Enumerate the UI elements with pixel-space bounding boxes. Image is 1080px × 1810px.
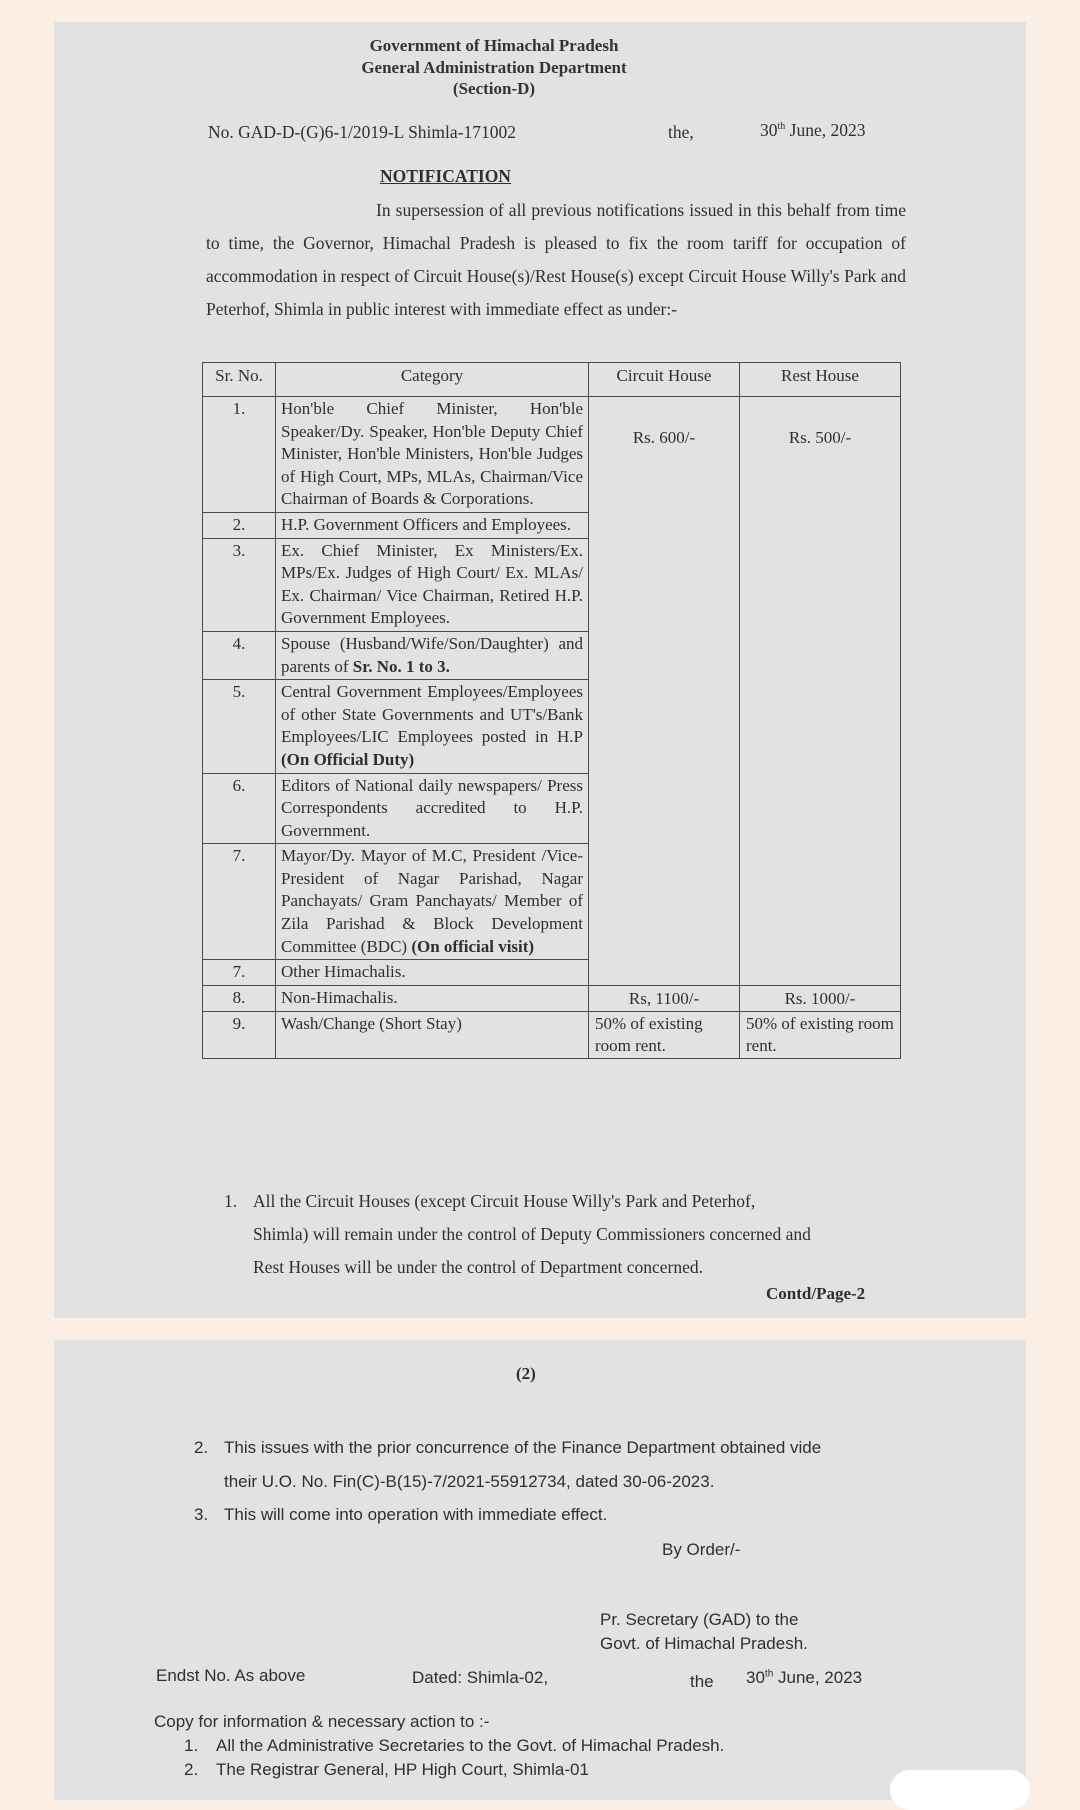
copy-item-1-text: All the Administrative Secretaries to the Govt. of Himachal Pradesh.: [216, 1736, 725, 1755]
header-section: (Section-D): [452, 79, 536, 98]
sr-no: 5.: [203, 680, 276, 773]
signatory-line-2: Govt. of Himachal Pradesh.: [600, 1634, 808, 1653]
sr-no: 7.: [203, 844, 276, 960]
by-order: By Order/-: [662, 1540, 741, 1559]
point-2-line-2: their U.O. No. Fin(C)-B(15)-7/2021-55912734, dated 30-06-2023.: [224, 1472, 715, 1491]
reference-number: No. GAD-D-(G)6-1/2019-L Shimla-171002: [208, 122, 516, 142]
point-2-number: 2.: [194, 1438, 209, 1457]
document-page-1: [54, 22, 1026, 1318]
point-1-line-2: Shimla) will remain under the control of Deputy Commissioners concerned and: [253, 1224, 811, 1244]
category: Wash/Change (Short Stay): [276, 1012, 589, 1059]
category: Non-Himachalis.: [276, 985, 589, 1012]
notification-paragraph: In supersession of all previous notifications issued in this behalf from time to time, the Governor, Himachal Pradesh is pleased to fix the room tariff for occupation of accommodation in respect of Circuit House(s)/Rest House(s) except Circuit House Willy's Park and Peterhof, Shimla in public interest with immediate effect as under:-: [206, 200, 907, 319]
tariff-table: [202, 362, 901, 1059]
point-1-line-3: Rest Houses will be under the control of Department concerned.: [253, 1257, 704, 1277]
table-header-row: [203, 363, 901, 397]
point-2-line-1: This issues with the prior concurrence of the Finance Department obtained vide: [224, 1438, 822, 1457]
category: Central Government Employees/Employees of other State Governments and UT's/Bank Employees/LIC Employees posted in H.P (On Official Duty): [276, 680, 589, 773]
rest-house-rate: 50% of existing room rent.: [740, 1012, 901, 1059]
signatory-line-1: Pr. Secretary (GAD) to the: [600, 1610, 799, 1629]
reference-date: 30th June, 2023: [760, 120, 866, 140]
sr-no: 8.: [203, 985, 276, 1012]
copy-item-2-text: The Registrar General, HP High Court, Shimla-01: [216, 1760, 589, 1779]
point-3-text: This will come into operation with immediate effect.: [224, 1505, 608, 1524]
endorsement-dated: Dated: Shimla-02,: [412, 1668, 549, 1687]
document-page-2: [54, 1340, 1026, 1800]
copy-item-2-number: 2.: [184, 1760, 199, 1779]
header-government: Government of Himachal Pradesh: [369, 36, 619, 55]
sr-no: 4.: [203, 631, 276, 679]
rest-house-rate: Rs. 1000/-: [740, 985, 901, 1012]
sr-no: 1.: [203, 397, 276, 513]
notification-title: NOTIFICATION: [380, 166, 511, 186]
copy-item-1-number: 1.: [184, 1736, 199, 1755]
sr-no: 7.: [203, 960, 276, 986]
category: H.P. Government Officers and Employees.: [276, 512, 589, 538]
header-department: General Administration Department: [361, 58, 627, 77]
category: Ex. Chief Minister, Ex Ministers/Ex. MPs/Ex. Judges of High Court/ Ex. MLAs/ Ex. Chairman/ Vice Chairman, Retired H.P. Government Employees.: [276, 538, 589, 631]
endorsement-date: 30th June, 2023: [746, 1668, 863, 1687]
point-1-number: 1.: [224, 1191, 238, 1211]
endorsement-the: the: [690, 1672, 714, 1691]
endorsement-number: Endst No. As above: [156, 1666, 306, 1685]
point-1-line-1: All the Circuit Houses (except Circuit House Willy's Park and Peterhof,: [253, 1191, 756, 1211]
point-3-number: 3.: [194, 1505, 209, 1524]
header-circuit-house: Circuit House: [589, 363, 740, 397]
bottom-pill: [890, 1770, 1030, 1810]
sr-no: 3.: [203, 538, 276, 631]
header-rest-house: Rest House: [740, 363, 901, 397]
header-category: Category: [276, 363, 589, 397]
rest-house-rate: Rs. 500/-: [740, 397, 901, 986]
table-row: [203, 1012, 901, 1059]
circuit-house-rate: Rs. 600/-: [589, 397, 740, 986]
category: Other Himachalis.: [276, 960, 589, 986]
category: Mayor/Dy. Mayor of M.C, President /Vice-President of Nagar Parishad, Nagar Panchayats/ Gram Panchayats/ Member of Zila Parishad & Block Development Committee (BDC) (On official visit): [276, 844, 589, 960]
category: Spouse (Husband/Wife/Son/Daughter) and parents of Sr. No. 1 to 3.: [276, 631, 589, 679]
table-row: [203, 985, 901, 1012]
continued-note: Contd/Page-2: [766, 1284, 866, 1303]
category: Hon'ble Chief Minister, Hon'ble Speaker/Dy. Speaker, Hon'ble Deputy Chief Minister, Hon'ble Ministers, Hon'ble Judges of High Court, MPs, MLAs, Chairman/Vice Chairman of Boards & Corporations.: [276, 397, 589, 513]
table-row: [203, 397, 901, 513]
sr-no: 2.: [203, 512, 276, 538]
circuit-house-rate: 50% of existing room rent.: [589, 1012, 740, 1059]
page-number: (2): [516, 1364, 536, 1383]
sr-no: 9.: [203, 1012, 276, 1059]
sr-no: 6.: [203, 773, 276, 844]
category: Editors of National daily newspapers/ Press Correspondents accredited to H.P. Government.: [276, 773, 589, 844]
reference-the: the,: [668, 122, 694, 142]
circuit-house-rate: Rs, 1100/-: [589, 985, 740, 1012]
copy-intro: Copy for information & necessary action to :-: [154, 1712, 490, 1731]
header-sr-no: Sr. No.: [203, 363, 276, 397]
